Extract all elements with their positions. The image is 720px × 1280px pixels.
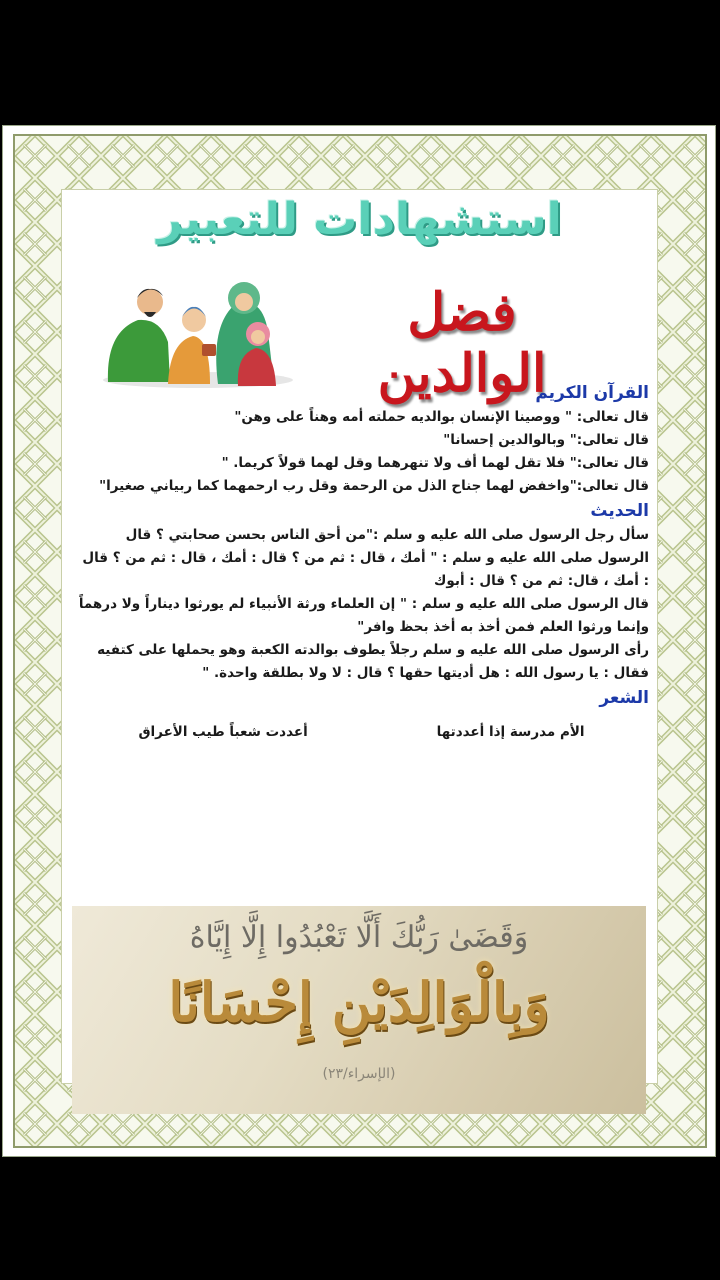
quran-verse-1: قال تعالى: " ووصينا الإنسان بوالديه حملته أمه وهناً على وهن": [234, 409, 649, 425]
quran-heading: القرآن الكريم: [535, 383, 649, 403]
verse-banner: [72, 906, 646, 1114]
poem-first-hemistich: الأم مدرسة إذا أعددتها: [436, 724, 585, 740]
hadith-1: سأل رجل الرسول صلى الله عليه و سلم :"من أحق الناس بحسن صحابتي ؟ قال الرسول صلى الله عليه و سلم : " أمك ، قال : ثم من ؟ قال : أمك ، قال : ثم من ؟ قال : أمك ، قال: ثم من ؟ قال : أبوك: [82, 527, 649, 589]
banner-verse-main: وَبِالْوَالِدَيْنِ إِحْسَانًا: [168, 970, 550, 1034]
quran-verse-3: قال تعالى:" فلا تقل لهما أف ولا تنهرهما وقل لهما قولاً كريما. ": [221, 455, 649, 471]
quran-verse-2: قال تعالى:" وبالوالدين إحسانا": [443, 432, 649, 448]
hadith-2: قال الرسول صلى الله عليه و سلم : " إن العلماء ورثة الأنبياء لم يورثوا ديناراً ولا درهماً وإنما ورثوا العلم فمن أخذ به أخذ بحظ وافر": [78, 596, 649, 635]
poem-second-hemistich: أعددت شعباً طيب الأعراق: [138, 724, 308, 740]
hadith-heading: الحديث: [590, 501, 649, 521]
poetry-heading: الشعر: [599, 688, 649, 708]
poem-verse: [74, 721, 649, 744]
content-sheet: [61, 189, 658, 1084]
page-title: استشهادات للتعبير: [157, 194, 562, 245]
banner-reference: (الإسراء/٢٣): [322, 1066, 396, 1082]
family-illustration: [98, 262, 298, 392]
content-body: [74, 380, 649, 744]
banner-verse-top: وَقَضَىٰ رَبُّكَ أَلَّا تَعْبُدُوا إِلَّا إِيَّاهُ: [189, 920, 529, 955]
poster-frame: [2, 125, 716, 1157]
quran-verse-4: قال تعالى:"واخفض لهما جناح الذل من الرحمة وقل رب ارحمهما كما ربياني صغيرا": [99, 478, 649, 494]
subject-heading: فضل الوالدين: [377, 282, 547, 404]
hadith-3: رأى الرسول صلى الله عليه و سلم رجلاً يطوف بوالدته الكعبة وهو يحملها على كتفيه فقال : يا رسول الله : هل أديتها حقها ؟ قال : لا ولا بطلقة واحدة. ": [97, 642, 649, 681]
